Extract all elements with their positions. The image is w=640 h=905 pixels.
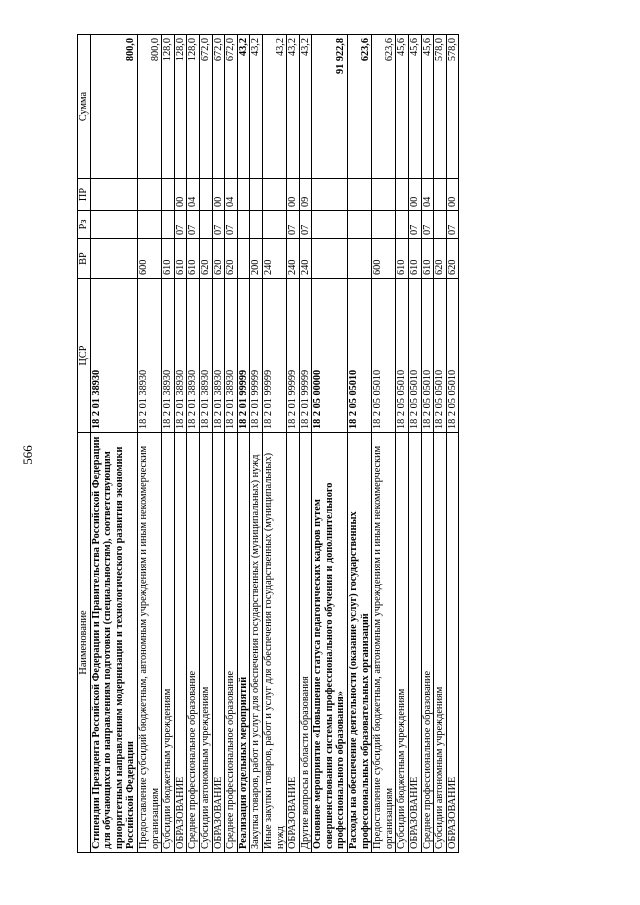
cell-sum: 578,0 bbox=[434, 35, 447, 179]
table-row bbox=[250, 35, 263, 853]
cell-vr: 620 bbox=[434, 239, 447, 279]
cell-rz bbox=[137, 211, 161, 239]
cell-pr bbox=[237, 179, 250, 211]
cell-sum: 672,0 bbox=[225, 35, 238, 179]
cell-csr: 18 2 01 99999 bbox=[287, 279, 300, 433]
cell-csr: 18 2 01 99999 bbox=[299, 279, 312, 433]
cell-name: Предоставление субсидий бюджетным, автономным учреждениям и иным некоммерческим организациям bbox=[137, 433, 161, 853]
cell-name: Субсидии бюджетным учреждениям bbox=[396, 433, 409, 853]
cell-vr: 600 bbox=[137, 239, 161, 279]
table-row bbox=[299, 35, 312, 853]
cell-rz bbox=[250, 211, 263, 239]
cell-rz: 07 bbox=[187, 211, 200, 239]
cell-name: Закупка товаров, работ и услуг для обеспечения государственных (муниципальных) нужд bbox=[250, 433, 263, 853]
cell-vr: 200 bbox=[250, 239, 263, 279]
cell-name: Среднее профессиональное образование bbox=[187, 433, 200, 853]
cell-sum: 672,0 bbox=[199, 35, 212, 179]
cell-rz: 07 bbox=[287, 211, 300, 239]
cell-csr: 18 2 01 38930 bbox=[199, 279, 212, 433]
cell-pr bbox=[250, 179, 263, 211]
table-row bbox=[187, 35, 200, 853]
header-vr: ВР bbox=[78, 239, 91, 279]
cell-name: Иные закупки товаров, работ и услуг для обеспечения государственных (муниципальных) нужд bbox=[262, 433, 286, 853]
cell-name: Субсидии автономным учреждениям bbox=[199, 433, 212, 853]
cell-pr: 09 bbox=[299, 179, 312, 211]
cell-vr: 240 bbox=[299, 239, 312, 279]
table-row bbox=[421, 35, 434, 853]
cell-name: ОБРАЗОВАНИЕ bbox=[287, 433, 300, 853]
table-row bbox=[212, 35, 225, 853]
cell-sum: 128,0 bbox=[162, 35, 175, 179]
budget-table-container bbox=[77, 35, 580, 853]
cell-vr: 620 bbox=[212, 239, 225, 279]
cell-csr: 18 2 01 38930 bbox=[90, 279, 137, 433]
cell-vr: 240 bbox=[287, 239, 300, 279]
cell-csr: 18 2 01 38930 bbox=[174, 279, 187, 433]
cell-sum: 45,6 bbox=[396, 35, 409, 179]
cell-rz: 07 bbox=[225, 211, 238, 239]
cell-pr: 00 bbox=[212, 179, 225, 211]
cell-csr: 18 2 05 05010 bbox=[372, 279, 396, 433]
cell-sum: 45,6 bbox=[409, 35, 422, 179]
cell-rz bbox=[348, 211, 372, 239]
cell-vr: 620 bbox=[199, 239, 212, 279]
cell-pr: 00 bbox=[446, 179, 459, 211]
cell-sum: 800,0 bbox=[90, 35, 137, 179]
cell-vr: 610 bbox=[187, 239, 200, 279]
table-row bbox=[287, 35, 300, 853]
header-csr: ЦСР bbox=[78, 279, 91, 433]
cell-vr: 240 bbox=[262, 239, 286, 279]
cell-name: ОБРАЗОВАНИЕ bbox=[409, 433, 422, 853]
cell-csr: 18 2 01 38930 bbox=[212, 279, 225, 433]
cell-pr bbox=[137, 179, 161, 211]
cell-name: ОБРАЗОВАНИЕ bbox=[174, 433, 187, 853]
cell-pr bbox=[312, 179, 348, 211]
table-row bbox=[237, 35, 250, 853]
cell-pr: 00 bbox=[409, 179, 422, 211]
cell-csr: 18 2 05 05010 bbox=[396, 279, 409, 433]
cell-rz: 07 bbox=[421, 211, 434, 239]
cell-sum: 43,2 bbox=[262, 35, 286, 179]
cell-sum: 800,0 bbox=[137, 35, 161, 179]
table-row bbox=[409, 35, 422, 853]
cell-sum: 45,6 bbox=[421, 35, 434, 179]
cell-sum: 623,6 bbox=[372, 35, 396, 179]
cell-csr: 18 2 01 38930 bbox=[137, 279, 161, 433]
cell-vr: 600 bbox=[372, 239, 396, 279]
cell-rz bbox=[312, 211, 348, 239]
cell-name: ОБРАЗОВАНИЕ bbox=[446, 433, 459, 853]
header-rz: Рз bbox=[78, 211, 91, 239]
cell-name: Расходы на обеспечение деятельности (оказание услуг) государственных профессиональных образовательных организаций bbox=[348, 433, 372, 853]
cell-vr: 620 bbox=[225, 239, 238, 279]
cell-csr: 18 2 01 99999 bbox=[237, 279, 250, 433]
header-name: Наименование bbox=[78, 433, 91, 853]
cell-name: Среднее профессиональное образование bbox=[225, 433, 238, 853]
cell-rz bbox=[162, 211, 175, 239]
cell-sum: 43,2 bbox=[287, 35, 300, 179]
rotated-page bbox=[77, 35, 640, 849]
cell-rz: 07 bbox=[212, 211, 225, 239]
cell-vr: 610 bbox=[162, 239, 175, 279]
cell-vr: 610 bbox=[396, 239, 409, 279]
cell-name: ОБРАЗОВАНИЕ bbox=[212, 433, 225, 853]
cell-pr bbox=[434, 179, 447, 211]
cell-pr bbox=[162, 179, 175, 211]
cell-pr bbox=[396, 179, 409, 211]
cell-pr: 00 bbox=[174, 179, 187, 211]
cell-csr: 18 2 01 38930 bbox=[225, 279, 238, 433]
cell-rz bbox=[396, 211, 409, 239]
cell-pr: 04 bbox=[421, 179, 434, 211]
table-row bbox=[348, 35, 372, 853]
cell-pr: 04 bbox=[225, 179, 238, 211]
table-row bbox=[434, 35, 447, 853]
cell-sum: 43,2 bbox=[250, 35, 263, 179]
cell-csr: 18 2 01 99999 bbox=[262, 279, 286, 433]
cell-rz bbox=[434, 211, 447, 239]
cell-csr: 18 2 05 05010 bbox=[421, 279, 434, 433]
cell-rz: 07 bbox=[446, 211, 459, 239]
cell-csr: 18 2 01 38930 bbox=[162, 279, 175, 433]
cell-vr: 610 bbox=[409, 239, 422, 279]
cell-sum: 128,0 bbox=[187, 35, 200, 179]
cell-pr: 04 bbox=[187, 179, 200, 211]
table-row bbox=[162, 35, 175, 853]
cell-name: Предоставление субсидий бюджетным, автономным учреждениям и иным некоммерческим организациям bbox=[372, 433, 396, 853]
cell-vr: 610 bbox=[421, 239, 434, 279]
cell-sum: 672,0 bbox=[212, 35, 225, 179]
header-pr: ПР bbox=[78, 179, 91, 211]
cell-sum: 623,6 bbox=[348, 35, 372, 179]
cell-name: Стипендии Президента Российской Федерации и Правительства Российской Федерации для обучающихся по направлениям подготовки (специальностям), соответствующим приоритетным направлениям модернизации и технологического развития экономики Российской Федерации bbox=[90, 433, 137, 853]
budget-table bbox=[77, 34, 459, 853]
cell-rz: 07 bbox=[174, 211, 187, 239]
cell-vr bbox=[312, 239, 348, 279]
cell-pr bbox=[348, 179, 372, 211]
cell-pr bbox=[199, 179, 212, 211]
cell-name: Субсидии автономным учреждениям bbox=[434, 433, 447, 853]
table-row bbox=[90, 35, 137, 853]
cell-csr: 18 2 05 05010 bbox=[348, 279, 372, 433]
cell-csr: 18 2 01 99999 bbox=[250, 279, 263, 433]
cell-csr: 18 2 05 05010 bbox=[446, 279, 459, 433]
cell-vr: 620 bbox=[446, 239, 459, 279]
table-body bbox=[90, 35, 459, 853]
cell-csr: 18 2 01 38930 bbox=[187, 279, 200, 433]
cell-pr: 00 bbox=[287, 179, 300, 211]
cell-rz bbox=[237, 211, 250, 239]
table-row bbox=[174, 35, 187, 853]
cell-sum: 578,0 bbox=[446, 35, 459, 179]
cell-name: Другие вопросы в области образования bbox=[299, 433, 312, 853]
cell-sum: 43,2 bbox=[237, 35, 250, 179]
table-row bbox=[262, 35, 286, 853]
table-row bbox=[199, 35, 212, 853]
cell-name: Среднее профессиональное образование bbox=[421, 433, 434, 853]
cell-pr bbox=[372, 179, 396, 211]
cell-sum: 128,0 bbox=[174, 35, 187, 179]
table-row bbox=[372, 35, 396, 853]
table-row bbox=[446, 35, 459, 853]
cell-vr bbox=[90, 239, 137, 279]
cell-csr: 18 2 05 00000 bbox=[312, 279, 348, 433]
table-row bbox=[137, 35, 161, 853]
table-row bbox=[225, 35, 238, 853]
cell-rz bbox=[199, 211, 212, 239]
cell-pr bbox=[90, 179, 137, 211]
cell-vr bbox=[348, 239, 372, 279]
header-sum: Сумма bbox=[78, 35, 91, 179]
cell-rz bbox=[262, 211, 286, 239]
cell-name: Субсидии бюджетным учреждениям bbox=[162, 433, 175, 853]
cell-sum: 91 922,8 bbox=[312, 35, 348, 179]
cell-vr: 610 bbox=[174, 239, 187, 279]
cell-rz bbox=[372, 211, 396, 239]
cell-pr bbox=[262, 179, 286, 211]
cell-rz bbox=[90, 211, 137, 239]
cell-csr: 18 2 05 05010 bbox=[434, 279, 447, 433]
cell-name: Реализация отдельных мероприятий bbox=[237, 433, 250, 853]
cell-name: Основное мероприятие «Повышение статуса педагогических кадров путем совершенствования системы профессионального обучения и дополнительного профессионального образования» bbox=[312, 433, 348, 853]
cell-vr bbox=[237, 239, 250, 279]
cell-sum: 43,2 bbox=[299, 35, 312, 179]
cell-csr: 18 2 05 05010 bbox=[409, 279, 422, 433]
cell-rz: 07 bbox=[409, 211, 422, 239]
table-row bbox=[396, 35, 409, 853]
table-row bbox=[312, 35, 348, 853]
page-number: 566 bbox=[20, 445, 35, 465]
table-header-row bbox=[78, 35, 91, 853]
cell-rz: 07 bbox=[299, 211, 312, 239]
